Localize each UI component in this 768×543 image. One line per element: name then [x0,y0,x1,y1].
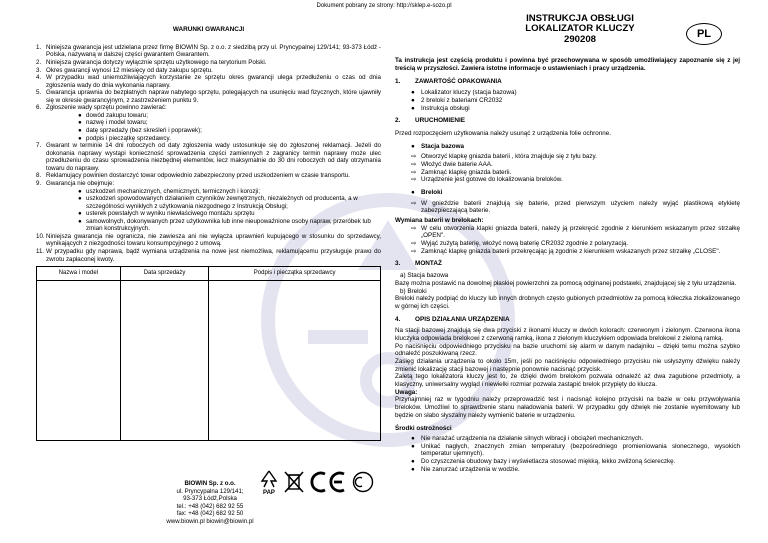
phone: tel.: +48 (042) 682 92 55 [176,502,244,510]
replace-steps-list [411,225,740,256]
claim-requirements-list [78,112,381,142]
paragraph: Zasięg działania urządzenia to około 15m, jeśli po naciśnięciu odpowiedniego przycisku nie usłyszymy dźwięku należy zmienić lokalizację stacji bazowej i następnie ponownie nacisnąć przycisk. [395,358,740,373]
paragraph: Zaletą tego lokalizatora kluczy jest to, że dzięki dwóm brelokom pozwala odnaleźć aż dwa zagubione przedmioty, a klasyczny, uniwersalny wygląd i niewielki rozmiar pozwala zastąpić brelok przypięty do klucza. [395,373,740,389]
subsection-label: b) Breloki [400,287,427,295]
list-item: ⇨ Włożyć dwie baterie AAA. [411,161,493,168]
website-email: www.biowin.pl biowin@biowin.pl [166,518,254,526]
warranty-term: 1. Niniejsza gwarancja jest udzielana przez firmę BIOWIN Sp. z o.o. z siedzibą przy ul. Pryncypalnej 129/141; 93-373 Łódź - Polska, nazywaną w dalszej części gwarantem Gwarantem. [36,43,381,59]
list-item: ● 2 breloki z bateriami CR2032 [411,96,503,104]
fax: fax: +48 (042) 682 92 50 [176,510,244,518]
list-item: ● Do czyszczenia obudowy bazy i wyświetlacza stosować miękką, lekko zwilżoną ściereczkę. [411,458,676,466]
warranty-term: 8. Reklamujący powinien dostarczyć towar odpowiednio zabezpieczony przed uszkodzeniem w czasie transportu. [36,172,351,180]
language-badge: PL [686,23,722,45]
fobs-label: ● Breloki [411,189,443,197]
warranty-term: 3. Okres gwarancji wynosi 12 miesięcy od daty zakupu sprzętu. [36,66,213,74]
fob-steps-list [411,200,740,215]
warranty-terms-list [36,44,381,112]
paragraph: Breloki należy podpiąć do kluczy lub innych drobnych często gubionych przedmiotów za pomocą kółeczka zlokalizowanego w górnej ich części. [395,295,740,310]
warranty-title: WARUNKI GWARANCJI [172,26,245,33]
paragraph: Po naciśnięciu odpowiedniego przycisku na bazie uruchomi się alarm w danym nadajniku – dzięki temu można szybko odnaleźć poszukiwaną rzecz. [395,342,740,358]
list-item: ● nazwę i model towaru; [78,119,148,127]
list-item: ● uszkodzeń spowodowanych działaniem czynników zewnętrznych, niezależnych od producenta, a w szczególności wynikłych z użytkowania niezgodnego z Instrukcją Obsługi; [78,195,358,210]
warranty-terms-list [36,142,381,187]
section-heading: 2. URUCHOMIENIE [395,117,466,125]
table-header: Podpis i pieczątka sprzedawcy [209,267,381,281]
safety-title: Środki ostrożności [395,425,452,433]
seller-signature-table [36,266,381,441]
company-name: BIOWIN Sp. z o.o. [184,480,236,487]
table-cell [120,281,209,441]
paragraph: Przed rozpoczęciem użytkowania należy usunąć z urządzenia folie ochronne. [395,129,611,137]
warranty-term: 4. W przypadku wad uniemożliwiających korzystanie ze sprzętu okres gwarancji ulega przedłużeniu o czas od dnia zgłoszenia wady do dnia wykonania naprawy. [36,74,381,89]
list-item: ⇨ W gnieździe baterii znajdują się baterie, przed pierwszym użyciem należy wyjąć plastikową etykietę zabezpieczającą baterie. [411,199,740,215]
list-item: ⇨ W celu otworzenia klapki gniazda baterii, należy ją przekręcić zgodnie z kierunkiem wskazanym przez strzałkę „OPEN". [411,224,740,240]
warranty-term: 5. Gwarancja uprawnia do bezpłatnych napraw nabytego sprzętu, polegających na usunięciu wad fizycznych, które ujawniły się w okresie gwarancyjnym, z zastrzeżeniem punktu 9. [36,89,381,104]
list-item: ● Lokalizator kluczy (stacja bazowa) [411,89,517,97]
package-contents-list [411,89,740,112]
list-item: ⇨ Otworzyć klapkę gniazda baterii , która znajduje się z tyłu bazy. [411,153,597,161]
table-cell [209,281,381,441]
warranty-term: 11. W przypadku gdy naprawa, bądź wymiana urządzenia na nowe jest niemożliwa, reklamującemu przysługuje prawo do zwrotu zapłaconej kwoty. [36,248,381,263]
table-header: Data sprzedaży [120,267,209,281]
list-item: ● Instrukcja obsługi [411,104,470,112]
crossed-bin-icon [284,471,304,493]
section-heading: 3. MONTAŻ [395,260,442,268]
list-item: ● Unikać nagłych, znacznych zmian temperatury (bezpośredniego promieniowania słonecznego, wysokich temperatur ujemnych). [411,442,740,458]
list-item: ⇨ Zamknąć klapkę gniazda baterii. [411,168,512,176]
table-header: Nazwa i model [37,267,121,281]
table-cell [37,281,121,441]
list-item: ⇨ Wyjąć zużytą baterię, włożyć nową baterię CR2032 zgodnie z polaryzacją. [411,240,629,248]
battery-replacement-label: Wymiana baterii w brelokach: [395,217,484,225]
warranty-term: 2. Niniejsza gwarancja dotyczy wyłącznie sprzętu użytkowego na terytorium Polski. [36,58,267,66]
svg-text:PAP: PAP [263,490,275,495]
list-item: ● samowolnych, dokonywanych przez użytkownika lub inne nieupoważnione osoby napraw, przeróbek lub zmian konstrukcyjnych. [78,217,371,233]
list-item: ● Nie zanurzać urządzenia w wodzie. [411,465,520,473]
list-item: ● Nie narażać urządzenia na działanie silnych wibracji i obciążeń mechanicznych. [411,435,644,443]
section-heading: 1. ZAWARTOŚĆ OPAKOWANIA [395,78,502,86]
company-address [150,480,270,526]
list-item: ● usterek powstałych w wyniku niewłaściwego montażu sprzętu [78,210,255,218]
warranty-term: 9. Gwarancja nie obejmuje: [36,179,115,187]
warranty-term: 10. Niniejsza gwarancja nie ogranicza, nie zawiesza ani nie wyłącza uprawnień kupującego w stosunku do sprzedawcy, wynikających z niezgodności towaru konsumpcyjnego z umową. [36,232,381,248]
list-item: ⇨ Zamknąć klapkę gniazda baterii przekręcając ją zgodnie z kierunkiem wskazanych przez strzałkę „CLOSE". [411,247,721,255]
list-item: ● podpis i pieczątkę sprzedawcy. [78,134,171,142]
download-source-note: Dokument pobrany ze strony: http://sklep.e-sozo.pl [316,3,452,9]
base-steps-list [411,153,740,184]
subsection-label: a) Stacja bazowa [400,272,449,280]
safety-list [411,435,740,473]
paragraph: Przynajmniej raz w tygodniu należy przeprowadzić test i nacisnąć kolejno przyciski na bazie w celu przywoływania breloków. Umożliwi to sprawdzenie stanu naładowania baterii. W przypadku gdy dźwięk nie zostanie wyemitowany lub będzie on słabo słyszalny należy wymienić baterie w urządzeniu. [395,396,740,419]
manual-title: INSTRUKCJA OBSŁUGI LOKALIZATOR KLUCZY 290208 [525,13,635,45]
note-label: Uwaga: [395,388,418,396]
certification-logos [258,469,374,495]
list-item: ● uszkodzeń mechanicznych, chemicznych, termicznych i korozji; [78,187,261,195]
address-line: ul. Pryncypalna 129/141; [176,487,244,495]
recycling-pap-icon [258,469,280,495]
base-station-label: ● Stacja bazowa [411,142,465,150]
ce-mark-icon [308,470,348,494]
cc-mark-icon [352,471,374,493]
exclusions-list [78,188,381,233]
warranty-terms-list [36,233,381,263]
paragraph: Bazę można postawić na dowolnej płaskiej powierzchni za pomocą odginanej podstawki, znajdującej się z tyłu urządzenia. [395,279,737,287]
paragraph: Na stacji bazowej znajdują się dwa przyciski z ikonami kluczy w dwóch kolorach: czerwonym i zielonym. Czerwona ikona kluczyka odpowiada brelokowi z czerwoną ramką, ikona z zielonym kluczykiem odpowiada brelokowi z zieloną ramką. [395,327,740,343]
list-item: ● dowód zakupu towaru; [78,111,148,119]
section-heading: 4. OPIS DZIAŁANIA URZĄDZENIA [395,315,510,323]
warranty-term: 7. Gwarant w terminie 14 dni roboczych od daty zgłoszenia wady ustosunkuje się do zgłoszonej reklamacji. Jeżeli do dokonania naprawy wystąpi konieczność sprowadzenia części zamiennych z zagranicy termin naprawy może ulec przedłużeniu do czasu sprowadzenia niezbędnej elementów, lecz maksymalnie do 30 dni roboczych od daty otrzymania towaru do naprawy. [36,142,381,172]
address-line: 93-373 Łódź,Polska [183,495,237,503]
list-item: ⇨ Urządzenie jest gotowe do lokalizowania breloków. [411,176,563,184]
list-item: ● datę sprzedaży (bez skreśleń i poprawek); [78,127,202,134]
warranty-term: 6. Zgłoszenie wady sprzętu powinno zawierać: [36,104,167,112]
warranty-section [36,14,381,441]
manual-intro: Ta instrukcja jest częścią produktu i powinna być przechowywana w sposób umożliwiający zapoznanie się z jej treścią w przyszłości. Zawiera istotne informacje o ustawieniach i pracy urządzenia. 1. ZAWARTOŚĆ OPAKOWANIA ● Lokalizator kluczy (stacja bazowa) ● 2 breloki z bateriami CR2032 ● Instrukcja obsługi 2. URUCHOMIENIE Przed rozpoczęciem użytkowania należy usunąć z urządzenia folie ochronne. ● Stacja bazowa ⇨ Otworzyć klapkę gniazda baterii , która znajduje się z tyłu bazy. ⇨ Włożyć dwie baterie AAA. ⇨ Zamknąć klapkę gniazda baterii. ⇨ Urządzenie jest gotowe do lokalizowania breloków. ● Breloki ⇨ W gnieździe baterii znajdują się baterie, przed pierwszym użyciem należy wyjąć plastikową etykietę zabezpieczającą baterie. Wymiana baterii w brelokach: ⇨ W celu otworzenia klapki gniazda baterii, należy ją przekręcić zgodnie z kierunkiem wskazanym przez strzałkę „OPEN". ⇨ Wyjąć zużytą baterię, włożyć nową baterię CR2032 zgodnie z polaryzacją. ⇨ Zamknąć klapkę gniazda baterii przekręcając ją zgodnie z kierunkiem wskazanych przez strzałkę „CLOSE". 3. MONTAŻ a) Stacja bazowa Bazę można postawić na dowolnej płaskiej powierzchni za pomocą odginanej podstawki, znajdującej się z tyłu urządzenia. b) Breloki Breloki należy podpiąć do kluczy lub innych drobnych często gubionych przedmiotów za pomocą kółeczka zlokalizowanego w górnej ich części. 4. OPIS DZIAŁANIA URZĄDZENIA Na stacji bazowej znajdują się dwa przyciski z ikonami kluczy w dwóch kolorach: czerwonym i zielonym. Czerwona ikona kluczyka odpowiada brelokowi z czerwoną ramką, ikona z zielonym kluczykiem odpowiada brelokowi z zieloną ramką. Po naciśnięciu odpowiedniego przycisku na bazie uruchomi się alarm w danym nadajniku – dzięki temu można szybko odnaleźć poszukiwaną rzecz. Zasięg działania urządzenia to około 15m, jeśli po naciśnięciu odpowiedniego przycisku nie usłyszymy dźwięku należy zmienić lokalizację stacji bazowej i następnie ponownie nacisnąć przycisk. Zaletą tego lokalizatora kluczy jest to, że dzięki dwóm brelokom pozwala odnaleźć aż dwa zagubione przedmioty, a klasyczny, uniwersalny wygląd i niewielki rozmiar pozwala zastąpić brelok przypięty do klucza. Uwaga: Przynajmniej raz w tygodniu należy przeprowadzić test i nacisnąć kolejno przyciski na bazie w celu przywoływania breloków. Umożliwi to sprawdzenie stanu naładowania baterii. W przypadku gdy dźwięk nie zostanie wyemitowany lub będzie on słabo słyszalny należy wymienić baterie w urządzeniu. Środki ostrożności ● Nie narażać urządzenia na działanie silnych wibracji i obciążeń mechanicznych. ● Unikać nagłych, znacznych zmian temperatury (bezpośredniego promieniowania słonecznego, wysokich temperatur ujemnych). ● Do czyszczenia obudowy bazy i wyświetlacza stosować miękką, lekko zwilżoną ściereczkę. ● Nie zanurzać urządzenia w wodzie. [395,57,740,473]
